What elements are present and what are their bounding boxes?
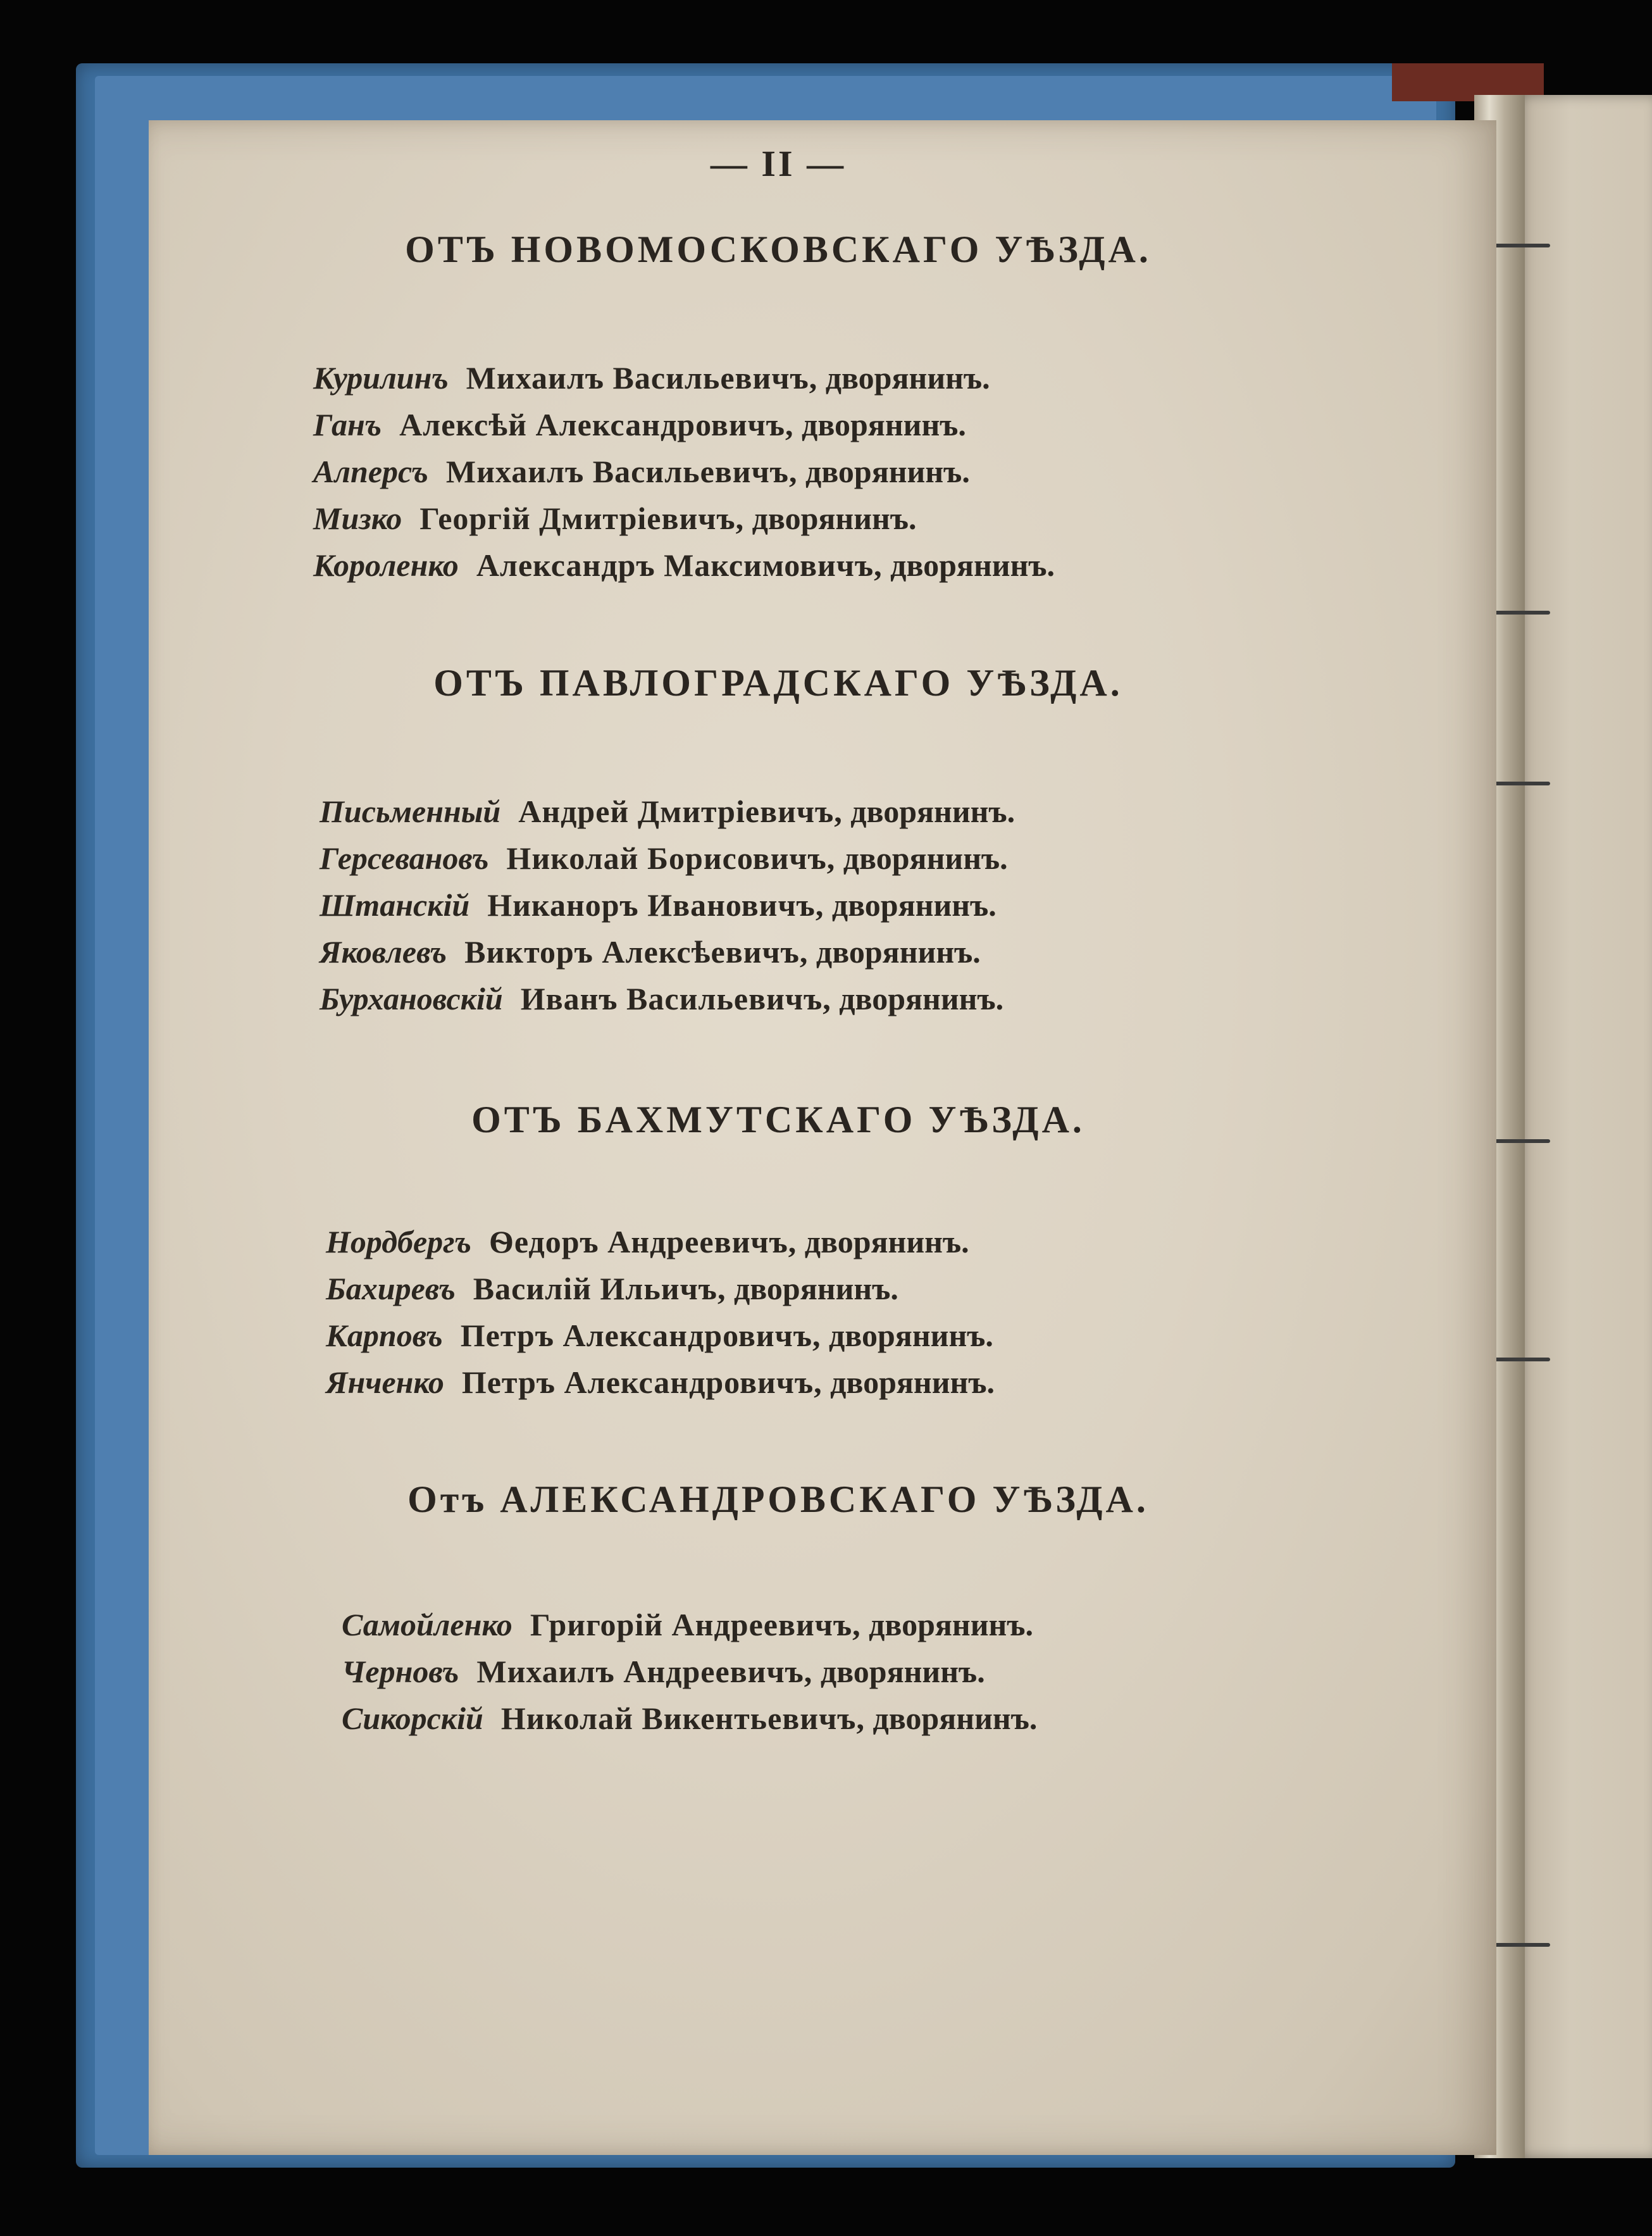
binding-stitch xyxy=(1493,244,1550,247)
list-item xyxy=(320,882,1015,928)
list-item xyxy=(342,1648,1037,1695)
entry-status: дворянинъ. xyxy=(733,1271,898,1306)
entry-surname: Карповъ xyxy=(326,1318,443,1353)
section-heading-bakhmut: ОТЪ БАХМУТСКАГО УѢЗДА. xyxy=(471,1099,1085,1140)
entry-status: дворянинъ. xyxy=(820,1654,985,1689)
entry-surname: Самойленко xyxy=(342,1607,512,1642)
binding-stitch xyxy=(1493,1943,1550,1947)
entry-surname: Алперсъ xyxy=(313,454,428,489)
list-item xyxy=(326,1312,995,1359)
list-item xyxy=(342,1695,1037,1742)
entry-given-name: Георгій Дмитріевичъ, xyxy=(419,501,745,536)
entry-status: дворянинъ. xyxy=(830,1365,995,1400)
entry-list-novomoskovsk xyxy=(313,354,1055,589)
entry-status: дворянинъ. xyxy=(839,981,1004,1016)
entry-list-bakhmut xyxy=(326,1218,995,1406)
list-item xyxy=(342,1601,1037,1648)
entry-given-name: Николай Викентьевичъ, xyxy=(500,1701,865,1736)
binding-stitch xyxy=(1493,1358,1550,1361)
entry-given-name: Михаилъ Андреевичъ, xyxy=(476,1654,813,1689)
entry-given-name: Иванъ Васильевичъ, xyxy=(520,981,831,1016)
entry-status: дворянинъ. xyxy=(890,547,1055,583)
entry-surname: Короленко xyxy=(313,547,459,583)
entry-surname: Сикорскій xyxy=(342,1701,483,1736)
entry-surname: Бахиревъ xyxy=(326,1271,456,1306)
entry-given-name: Никаноръ Ивановичъ, xyxy=(487,887,824,923)
entry-given-name: Петръ Александровичъ, xyxy=(461,1365,823,1400)
entry-surname: Янченко xyxy=(326,1365,444,1400)
entry-surname: Курилинъ xyxy=(313,360,449,396)
adjacent-page xyxy=(1515,95,1652,2158)
entry-surname: Письменный xyxy=(320,794,501,829)
entry-given-name: Петръ Александровичъ, xyxy=(460,1318,821,1353)
entry-status: дворянинъ. xyxy=(831,887,997,923)
entry-surname: Штанскій xyxy=(320,887,470,923)
entry-given-name: Викторъ Алексѣевичъ, xyxy=(464,934,809,970)
entry-given-name: Алексѣй Александровичъ, xyxy=(399,407,794,442)
entry-surname: Герсевановъ xyxy=(320,840,489,876)
entry-surname: Мизко xyxy=(313,501,402,536)
entry-surname: Ганъ xyxy=(313,407,382,442)
entry-status: дворянинъ. xyxy=(850,794,1015,829)
entry-status: дворянинъ. xyxy=(873,1701,1038,1736)
list-item xyxy=(326,1359,995,1406)
entry-status: дворянинъ. xyxy=(843,840,1008,876)
entry-given-name: Александръ Максимовичъ, xyxy=(476,547,883,583)
list-item xyxy=(320,975,1015,1022)
entry-given-name: Андрей Дмитріевичъ, xyxy=(518,794,843,829)
list-item xyxy=(326,1218,995,1265)
entry-status: дворянинъ. xyxy=(829,1318,993,1353)
entry-surname: Бурхановскій xyxy=(320,981,503,1016)
section-heading-pavlograd: ОТЪ ПАВЛОГРАДСКАГО УѢЗДА. xyxy=(433,662,1123,704)
entry-status: дворянинъ. xyxy=(802,407,966,442)
entry-status: дворянинъ. xyxy=(869,1607,1034,1642)
entry-list-pavlograd xyxy=(320,788,1015,1022)
list-item xyxy=(326,1265,995,1312)
section-heading-novomoskovsk: ОТЪ НОВОМОСКОВСКАГО УѢЗДА. xyxy=(405,228,1152,270)
entry-surname: Яковлевъ xyxy=(320,934,447,970)
list-item xyxy=(313,401,1055,448)
entry-given-name: Михаилъ Васильевичъ, xyxy=(466,360,818,396)
list-item xyxy=(313,354,1055,401)
entry-status: дворянинъ. xyxy=(804,1224,969,1259)
entry-status: дворянинъ. xyxy=(825,360,990,396)
entry-given-name: Василій Ильичъ, xyxy=(473,1271,726,1306)
entry-surname: Нордбергъ xyxy=(326,1224,471,1259)
entry-given-name: Николай Борисовичъ, xyxy=(506,840,836,876)
page-number: — II — xyxy=(710,143,847,184)
entry-given-name: Михаилъ Васильевичъ, xyxy=(445,454,798,489)
list-item xyxy=(313,542,1055,589)
binding-stitch xyxy=(1493,611,1550,615)
entry-status: дворянинъ. xyxy=(805,454,970,489)
entry-status: дворянинъ. xyxy=(816,934,981,970)
entry-status: дворянинъ. xyxy=(752,501,917,536)
entry-list-aleksandrovsk xyxy=(342,1601,1037,1742)
list-item xyxy=(320,928,1015,975)
list-item xyxy=(313,495,1055,542)
entry-surname: Черновъ xyxy=(342,1654,459,1689)
entry-given-name: Григорій Андреевичъ, xyxy=(530,1607,861,1642)
list-item xyxy=(313,448,1055,495)
section-heading-aleksandrovsk: Отъ АЛЕКСАНДРОВСКАГО УѢЗДА. xyxy=(407,1478,1149,1520)
binding-stitch xyxy=(1493,1139,1550,1143)
binding-stitch xyxy=(1493,782,1550,785)
list-item xyxy=(320,788,1015,835)
list-item xyxy=(320,835,1015,882)
entry-given-name: Ѳедоръ Андреевичъ, xyxy=(488,1224,797,1259)
